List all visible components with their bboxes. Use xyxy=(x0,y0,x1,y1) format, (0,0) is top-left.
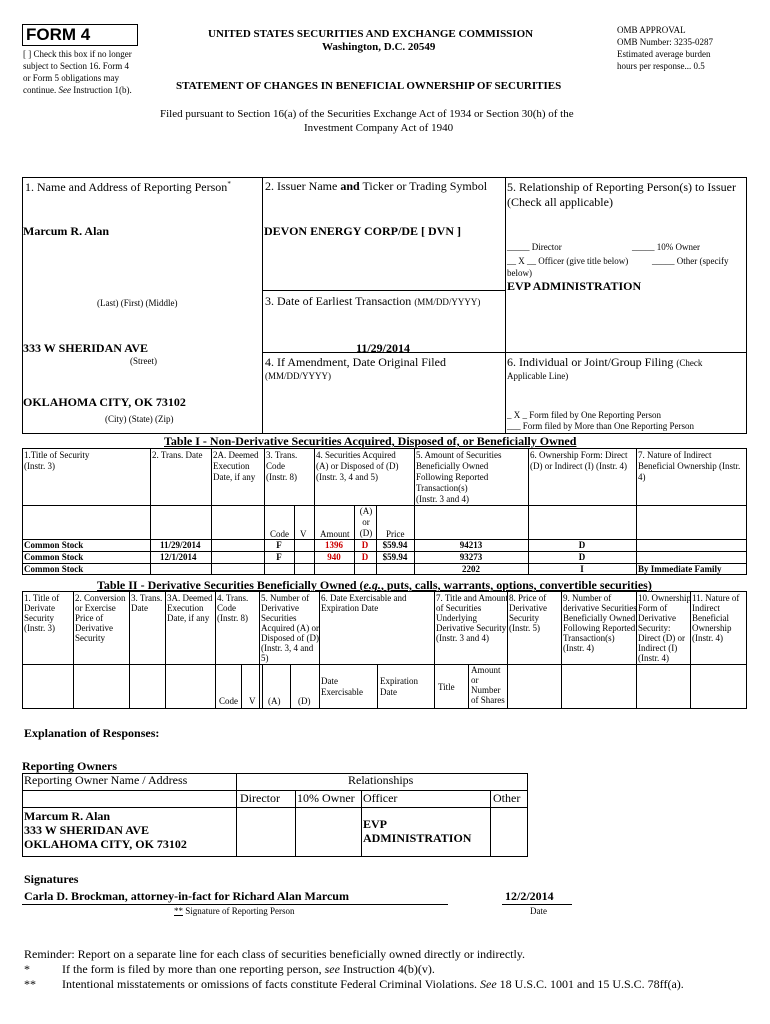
other-below: below) xyxy=(507,268,532,278)
ten-percent-option: _____ 10% Owner xyxy=(632,242,700,252)
owners-col-name: Reporting Owner Name / Address xyxy=(24,773,188,787)
reminder-note1: If the form is filed by more than one reporting person, see Instruction 4(b)(v). xyxy=(62,962,435,976)
reminder-star2: ** xyxy=(24,977,36,991)
t1-sub-v: V xyxy=(300,529,307,539)
name-hint: (Last) (First) (Middle) xyxy=(97,298,178,308)
t2-sub-expiration: Expiration Date xyxy=(380,676,418,697)
t1-row2-price: $59.94 xyxy=(382,552,408,562)
owner-name: Marcum R. Alan 333 W SHERIDAN AVE OKLAHOMA CITY, OK 73102 xyxy=(24,809,187,851)
t1-header-deemed: 2A. Deemed Execution Date, if any xyxy=(213,450,259,482)
box3-label: 3. Date of Earliest Transaction (MM/DD/YYYY) xyxy=(265,294,481,308)
reminder-note2: Intentional misstatements or omissions of facts constitute Federal Criminal Violations. See 18 U.S.C. 1001 and 15 U.S.C. 78ff(a). xyxy=(62,977,684,991)
t1-row3-title: Common Stock xyxy=(24,564,84,574)
t1-header-title: 1.Title of Security (Instr. 3) xyxy=(24,450,90,471)
filing-option-one: _ X _ Form filed by One Reporting Person xyxy=(507,410,661,420)
t1-row1-date: 11/29/2014 xyxy=(160,540,201,550)
t1-row1-owned: 94213 xyxy=(459,540,483,550)
owners-col-relationships: Relationships xyxy=(348,773,414,787)
t1-header-ownership-form: 6. Ownership Form: Direct (D) or Indirect (I) (Instr. 4) xyxy=(530,450,628,471)
agency-name: UNITED STATES SECURITIES AND EXCHANGE COMMISSION xyxy=(208,28,534,40)
filed-pursuant-line2: Investment Company Act of 1940 xyxy=(304,122,454,134)
box4-hint: (MM/DD/YYYY) xyxy=(265,371,331,381)
director-option: _____ Director xyxy=(507,242,562,252)
box6-applicable: Applicable Line) xyxy=(507,371,569,381)
reminder-line: Reminder: Report on a separate line for each class of securities beneficially owned directly or indirectly. xyxy=(24,947,526,961)
t2-header-title: 1. Title of Derivate Security (Instr. 3) xyxy=(24,593,60,633)
t2-header-date-exercisable: 6. Date Exercisable and Expiration Date xyxy=(321,593,407,613)
box5-label: 5. Relationship of Reporting Person(s) to Issuer (Check all applicable) xyxy=(507,180,736,209)
other-option: _____ Other (specify xyxy=(652,256,729,266)
owner-officer-title: EVP ADMINISTRATION xyxy=(363,817,472,845)
t2-header-deemed: 3A. Deemed Execution Date, if any xyxy=(167,593,213,623)
filing-option-more: ___ Form filed by More than One Reporting Person xyxy=(507,421,694,431)
city-hint: (City) (State) (Zip) xyxy=(105,414,174,424)
t1-row1-title: Common Stock xyxy=(24,540,84,550)
date-line xyxy=(502,904,572,905)
owners-col-other: Other xyxy=(493,791,521,805)
t1-row3-form: I xyxy=(580,564,584,574)
street-hint: (Street) xyxy=(130,356,157,366)
t2-header-conversion: 2. Conversion or Exercise Price of Derivative Security xyxy=(75,593,126,643)
box1-label: 1. Name and Address of Reporting Person* xyxy=(25,180,231,194)
owners-col-director: Director xyxy=(240,791,280,805)
agency-location: Washington, D.C. 20549 xyxy=(322,41,436,53)
owners-col-officer: Officer xyxy=(363,791,398,805)
t1-header-acquired: 4. Securities Acquired (A) or Disposed of (D) (Instr. 3, 4 and 5) xyxy=(316,450,399,482)
reporting-person-street: 333 W SHERIDAN AVE xyxy=(23,341,149,355)
t2-header-trans-code: 4. Trans. Code (Instr. 8) xyxy=(217,593,249,623)
owners-col-ten-percent: 10% Owner xyxy=(297,791,355,805)
explanation-heading: Explanation of Responses: xyxy=(24,726,160,740)
signatures-heading: Signatures xyxy=(24,872,79,886)
t2-header-title-amount: 7. Title and Amount of Securities Underlying Derivative Security (Instr. 3 and 4) xyxy=(436,593,509,643)
reporting-person-name: Marcum R. Alan xyxy=(23,224,110,238)
statement-title: STATEMENT OF CHANGES IN BENEFICIAL OWNERSHIP OF SECURITIES xyxy=(176,80,562,92)
omb-approval: OMB APPROVAL OMB Number: 3235-0287 Estimated average burden hours per response... 0.5 xyxy=(617,25,713,71)
t1-sub-price: Price xyxy=(386,529,405,539)
signature-line xyxy=(22,904,448,905)
t2-header-number: 5. Number of Derivative Securities Acquired (A) or Disposed of (D) (Instr. 3, 4 and 5) xyxy=(261,593,319,663)
t1-row2-title: Common Stock xyxy=(24,552,84,562)
t1-row2-amount: 940 xyxy=(327,552,341,562)
box2-label: 2. Issuer Name and Ticker or Trading Symbol xyxy=(265,179,488,193)
t1-header-trans-date: 2. Trans. Date xyxy=(152,450,203,460)
t1-row2-ad: D xyxy=(361,552,369,562)
t1-header-nature: 7. Nature of Indirect Beneficial Ownership (Instr. 4) xyxy=(638,450,741,482)
officer-title: EVP ADMINISTRATION xyxy=(507,279,642,293)
t1-row1-code: F xyxy=(276,540,282,550)
date-caption: Date xyxy=(530,906,547,916)
reminder-star1: * xyxy=(24,962,30,976)
issuer-name: DEVON ENERGY CORP/DE [ DVN ] xyxy=(264,224,461,238)
t1-sub-code: Code xyxy=(270,529,289,539)
t2-header-number-derivative: 9. Number of derivative Securities Beneficially Owned Following Reported Transaction(s) (Instr. 4) xyxy=(563,593,637,653)
t1-row1-ad: D xyxy=(361,540,369,550)
officer-option: __ X __ Officer (give title below) xyxy=(507,256,629,266)
t1-row3-nature: By Immediate Family xyxy=(638,564,722,574)
t2-sub-code: Code xyxy=(219,696,238,706)
table2-title: Table II - Derivative Securities Beneficially Owned (e.g., puts, calls, warrants, options, convertible securities) xyxy=(97,578,652,592)
t2-sub-d: (D) xyxy=(298,696,311,706)
reporting-owners-heading: Reporting Owners xyxy=(22,759,117,773)
t1-row2-owned: 93273 xyxy=(459,552,483,562)
earliest-transaction-date: 11/29/2014 xyxy=(356,341,411,355)
t2-sub-a: (A) xyxy=(268,696,281,706)
table1-title: Table I - Non-Derivative Securities Acquired, Disposed of, or Beneficially Owned xyxy=(164,434,577,448)
filed-pursuant-line1: Filed pursuant to Section 16(a) of the Securities Exchange Act of 1934 or Section 30(h) of the xyxy=(160,108,574,120)
t2-header-ownership: 10. Ownership Form of Derivative Security: Direct (D) or Indirect (I) (Instr. 4) xyxy=(638,593,691,663)
t2-header-nature: 11. Nature of Indirect Beneficial Ownership (Instr. 4) xyxy=(692,593,740,643)
t2-sub-date-exercisable: Date Exercisable xyxy=(321,676,363,697)
signature-date: 12/2/2014 xyxy=(505,889,554,903)
check-box-note: [ ] Check this box if no longer subject to Section 16. Form 4 or Form 5 obligations may continue. See Instruction 1(b). xyxy=(23,49,132,95)
reporting-person-city: OKLAHOMA CITY, OK 73102 xyxy=(23,395,186,409)
t1-row1-amount: 1396 xyxy=(325,540,343,550)
t1-row3-owned: 2202 xyxy=(462,564,480,574)
t2-header-trans-date: 3. Trans. Date xyxy=(131,593,163,613)
t1-row2-form: D xyxy=(578,552,586,562)
box4-label: 4. If Amendment, Date Original Filed xyxy=(265,355,446,369)
t1-row2-code: F xyxy=(276,552,282,562)
t1-header-trans-code: 3. Trans. Code (Instr. 8) xyxy=(266,450,298,482)
t1-row1-form: D xyxy=(578,540,586,550)
t1-header-amount-owned: 5. Amount of Securities Beneficially Owned Following Reported Transaction(s) (Instr. 3 and 4) xyxy=(416,450,502,504)
t2-sub-title: Title xyxy=(438,682,455,692)
signer-name: Carla D. Brockman, attorney-in-fact for Richard Alan Marcum xyxy=(24,889,349,903)
form-label: FORM 4 xyxy=(26,25,91,44)
t1-row2-date: 12/1/2014 xyxy=(160,552,197,562)
t2-sub-v: V xyxy=(249,696,256,706)
t1-row1-price: $59.94 xyxy=(382,540,408,550)
t2-header-price: 8. Price of Derivative Security (Instr. 5) xyxy=(509,593,547,633)
signature-caption: ** Signature of Reporting Person xyxy=(174,906,295,916)
t1-sub-amount: Amount xyxy=(320,529,350,539)
t1-sub-a-or-d: (A) or (D) xyxy=(359,506,373,538)
box6-label: 6. Individual or Joint/Group Filing (Check xyxy=(507,355,703,369)
t2-sub-amount: Amount or Number of Shares xyxy=(471,665,505,705)
